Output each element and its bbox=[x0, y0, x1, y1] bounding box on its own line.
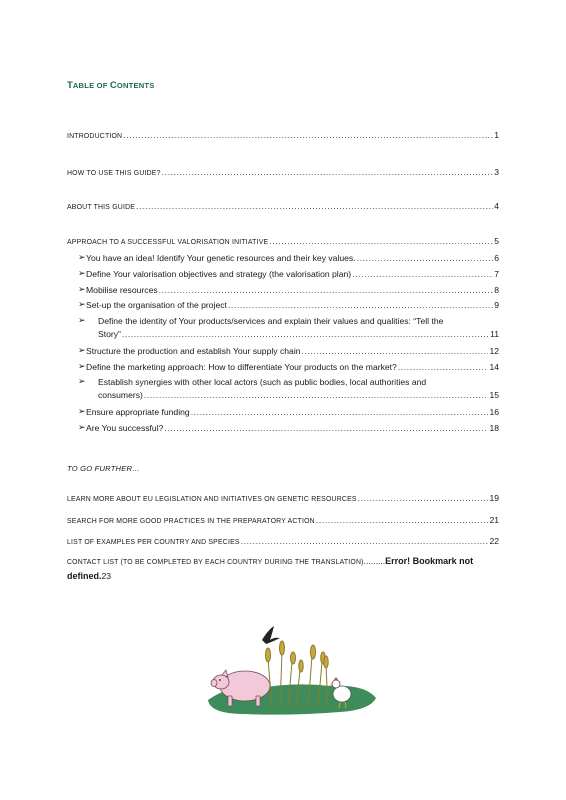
arrow-bullet-icon: ➢ bbox=[78, 376, 86, 386]
arrow-bullet-icon: ➢ bbox=[78, 315, 86, 325]
toc-subentry-funding[interactable]: Ensure appropriate funding ..... 16 bbox=[86, 407, 499, 418]
toc-subentry-objectives[interactable]: Define Your valorisation objectives and strategy (the valorisation plan) ..... 7 bbox=[86, 269, 499, 280]
toc-subentry-mobilise[interactable]: Mobilise resources ..... 8 bbox=[86, 285, 499, 296]
arrow-bullet-icon: ➢ bbox=[78, 252, 86, 262]
arrow-bullet-icon: ➢ bbox=[78, 299, 86, 309]
toc-subentry-synergies[interactable]: consumers) ..... 15 bbox=[98, 390, 499, 401]
bookmark-error-text: Error! Bookmark not bbox=[385, 556, 474, 566]
farm-illustration bbox=[200, 622, 380, 717]
toc-entry-introduction[interactable]: INTRODUCTION ..... 1 bbox=[67, 130, 499, 142]
toc-further-heading: TO GO FURTHER… bbox=[67, 464, 140, 473]
toc-subentry-organisation[interactable]: Set-up the organisation of the project ..... 9 bbox=[86, 300, 499, 311]
toc-subentry-marketing[interactable]: Define the marketing approach: How to differentiate Your products on the market? ..... 14 bbox=[86, 362, 499, 373]
toc-subentry-synergies-line1[interactable]: Establish synergies with other local actors (such as public bodies, local authorities and bbox=[98, 377, 427, 387]
toc-subentry-successful[interactable]: Are You successful? ..... 18 bbox=[86, 423, 499, 434]
toc-entry-approach[interactable]: APPROACH TO A SUCCESSFUL VALORISATION INITIATIVE ..... 5 bbox=[67, 236, 499, 248]
toc-subentry-identity-line1[interactable]: Define the identity of Your products/services and explain their values and qualities: “Tell the bbox=[98, 316, 444, 326]
toc-entry-about[interactable]: ABOUT THIS GUIDE ..... 4 bbox=[67, 201, 499, 213]
bird-icon bbox=[262, 626, 280, 644]
toc-entry-examples[interactable]: LIST OF EXAMPLES PER COUNTRY AND SPECIES ..... 22 bbox=[67, 536, 499, 548]
arrow-bullet-icon: ➢ bbox=[78, 345, 86, 355]
toc-subentry-production[interactable]: Structure the production and establish Your supply chain ..... 12 bbox=[86, 346, 499, 357]
toc-entry-how-to-use[interactable]: HOW TO USE THIS GUIDE? ..... 3 bbox=[67, 167, 499, 179]
toc-subentry-identity[interactable]: Story” ..... 11 bbox=[98, 329, 499, 340]
toc-entry-good-practices[interactable]: SEARCH FOR MORE GOOD PRACTICES IN THE PREPARATORY ACTION ..... 21 bbox=[67, 515, 499, 527]
toc-entry-contact-list[interactable]: CONTACT LIST (TO BE COMPLETED BY EACH COUNTRY DURING THE TRANSLATION).........Error! Bookmark not bbox=[67, 556, 474, 566]
toc-subentry-idea[interactable]: You have an idea! Identify Your genetic resources and their key values. ..... 6 bbox=[86, 253, 499, 264]
toc-entry-eu-legislation[interactable]: LEARN MORE ABOUT EU LEGISLATION AND INITIATIVES ON GENETIC RESOURCES ..... 19 bbox=[67, 493, 499, 505]
arrow-bullet-icon: ➢ bbox=[78, 422, 86, 432]
toc-entry-contact-list-line2: defined.23 bbox=[67, 571, 112, 581]
toc-title: TABLE OF CONTENTS bbox=[67, 80, 155, 91]
arrow-bullet-icon: ➢ bbox=[78, 284, 86, 294]
arrow-bullet-icon: ➢ bbox=[78, 268, 86, 278]
arrow-bullet-icon: ➢ bbox=[78, 361, 86, 371]
arrow-bullet-icon: ➢ bbox=[78, 406, 86, 416]
